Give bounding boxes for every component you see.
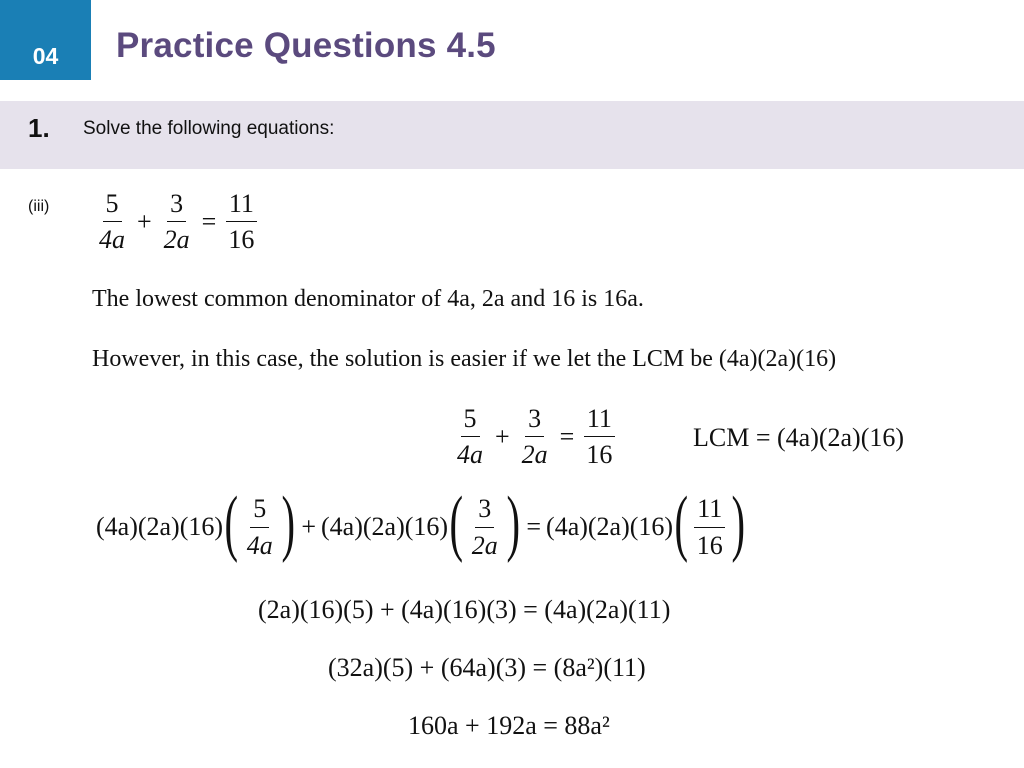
step-2: (2a)(16)(5) + (4a)(16)(3) = (4a)(2a)(11) [258, 595, 671, 624]
fraction [583, 405, 615, 469]
operator: = [201, 206, 217, 236]
question-instruction: Solve the following equations: [83, 118, 335, 139]
numerator: 11 [584, 405, 615, 437]
denominator: 4a [99, 225, 125, 255]
fraction [225, 190, 257, 254]
left-parenthesis: ( [224, 482, 239, 564]
restated-equation [450, 405, 619, 469]
fraction [469, 495, 501, 559]
fraction [244, 495, 276, 559]
lcm-note: LCM = (4a)(2a)(16) [693, 423, 905, 452]
operator: + [137, 206, 152, 236]
right-parenthesis: ) [506, 482, 520, 564]
explanation-line-2: However, in this case, the solution is easier if we let the LCM be (4a)(2a)(16) [92, 346, 837, 372]
chapter-badge [0, 0, 91, 80]
fraction [96, 190, 128, 254]
denominator: 2a [471, 530, 498, 560]
step-3: (32a)(5) + (64a)(3) = (8a²)(11) [328, 653, 646, 682]
chapter-number: 04 [32, 43, 59, 69]
numerator: 11 [226, 190, 257, 222]
left-parenthesis: ( [674, 482, 689, 564]
fraction [694, 495, 726, 559]
step-4: 160a + 192a = 88a² [408, 711, 610, 740]
numerator: 3 [167, 190, 186, 222]
fraction [454, 405, 486, 469]
denominator: 16 [228, 225, 255, 255]
page-title: Practice Questions 4.5 [116, 26, 496, 65]
operator: + [301, 512, 317, 541]
denominator: 16 [586, 440, 613, 470]
fraction [161, 190, 193, 254]
denominator: 16 [696, 530, 723, 560]
lcm-multiplier: (4a)(2a)(16) [546, 512, 674, 541]
denominator: 2a [163, 225, 190, 255]
denominator: 4a [246, 530, 273, 560]
explanation-line-1: The lowest common denominator of 4a, 2a and 16 is 16a. [92, 286, 644, 312]
numerator: 5 [250, 495, 269, 527]
lcm-multiplier: (4a)(2a)(16) [96, 512, 224, 541]
denominator: 4a [457, 440, 483, 470]
numerator: 11 [694, 495, 725, 527]
problem-equation [92, 190, 261, 254]
numerator: 5 [461, 405, 480, 437]
numerator: 3 [525, 405, 544, 437]
denominator: 2a [521, 440, 548, 470]
numerator: 5 [103, 190, 122, 222]
multiplied-equation [96, 482, 746, 564]
right-parenthesis: ) [731, 482, 745, 564]
fraction [519, 405, 551, 469]
left-parenthesis: ( [449, 482, 464, 564]
operator: = [526, 512, 542, 541]
lcm-multiplier: (4a)(2a)(16) [321, 512, 449, 541]
question-number: 1. [28, 113, 50, 143]
numerator: 3 [475, 495, 494, 527]
part-label: (iii) [28, 198, 50, 215]
right-parenthesis: ) [281, 482, 295, 564]
operator: = [559, 421, 575, 451]
operator: + [495, 421, 510, 451]
